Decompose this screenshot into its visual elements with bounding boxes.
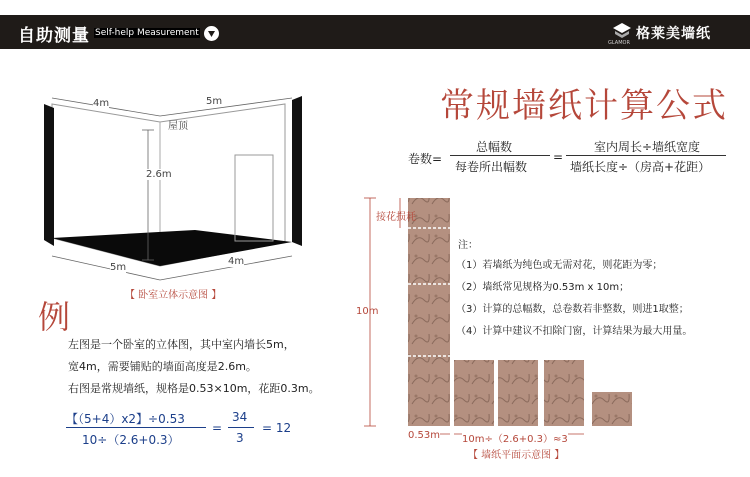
- room-floor-side-dim: 4m: [228, 256, 245, 267]
- example-line-2: 宽4m，需要铺贴的墙面高度是2.6m。: [68, 360, 257, 373]
- room-ceiling-label: 屋顶: [168, 121, 188, 132]
- formula-den-1: 每卷所出幅数: [455, 160, 528, 174]
- example-line-3: 右图是常规墙纸，规格是0.53×10m，花距0.3m。: [68, 382, 320, 395]
- chevron-down-icon[interactable]: [204, 26, 219, 41]
- example-equals-1: =: [212, 421, 223, 435]
- tile-height-label: 10m: [356, 306, 379, 317]
- formula-num-2: 室内周长÷墙纸宽度: [594, 140, 701, 154]
- example-numerator: 【（5+4）x2】÷0.53: [66, 412, 185, 426]
- formula-line-2: [566, 155, 726, 156]
- header-title: 自助测量: [18, 26, 90, 46]
- notes-heading: 注：: [458, 240, 478, 251]
- tile-piece-2: [498, 360, 538, 426]
- note-1: （1）若墙纸为纯色或无需对花，则花距为零；: [456, 260, 663, 271]
- formula-num-1: 总幅数: [476, 140, 513, 154]
- example-heading: 例: [38, 298, 71, 336]
- formula-title: 常规墙纸计算公式: [440, 86, 728, 126]
- tile-piece-3: [544, 360, 584, 426]
- example-line-1: 左图是一个卧室的立体图，其中室内墙长5m，: [68, 338, 295, 351]
- tile-count-label: 10m÷（2.6+0.3）≈3: [462, 430, 568, 445]
- example-fraction-line: [66, 427, 206, 428]
- note-3: （3）计算的总幅数，总卷数若非整数，则进1取整；: [456, 304, 689, 315]
- note-4: （4）计算中建议不扣除门窗，计算结果为最大用量。: [456, 326, 693, 337]
- left-wall-edge: [44, 104, 54, 246]
- example-result-line: [228, 427, 254, 428]
- example-denominator: 10÷（2.6+0.3）: [82, 433, 180, 447]
- room-floor-front-dim: 5m: [110, 262, 127, 273]
- brand-name: 格莱美墙纸: [636, 26, 711, 42]
- example-result-numerator: 34: [232, 410, 248, 424]
- note-2: （2）墙纸常见规格为0.53m x 10m；: [456, 282, 630, 293]
- room-height-dim: 2.6m: [146, 169, 172, 180]
- brand-logo-icon: [612, 22, 632, 40]
- header-subtitle: Self-help Measurement: [95, 28, 199, 38]
- brand-logo-text: GLAMOR: [608, 40, 630, 46]
- tile-remainder: [592, 392, 632, 426]
- tile-width-label: 0.53m: [408, 430, 441, 441]
- room-left-wall-dim: 4m: [93, 98, 110, 109]
- tile-tall-column: [408, 198, 450, 426]
- room-caption: 【 卧室立体示意图 】: [125, 290, 222, 301]
- tile-caption: 【 墙纸平面示意图 】: [468, 450, 565, 461]
- formula-equals: =: [553, 150, 564, 164]
- example-result-denominator: 3: [236, 431, 244, 445]
- tile-piece-1: [454, 360, 494, 426]
- example-result: = 12: [262, 421, 292, 435]
- formula-lhs: 卷数=: [408, 152, 443, 166]
- room-right-wall-dim: 5m: [206, 96, 223, 107]
- formula-den-2: 墙纸长度÷（房高+花距）: [570, 160, 711, 174]
- right-wall-edge: [292, 96, 302, 246]
- tile-pattern-loss-label: 接花损耗: [376, 212, 416, 223]
- formula-line-1: [450, 155, 550, 156]
